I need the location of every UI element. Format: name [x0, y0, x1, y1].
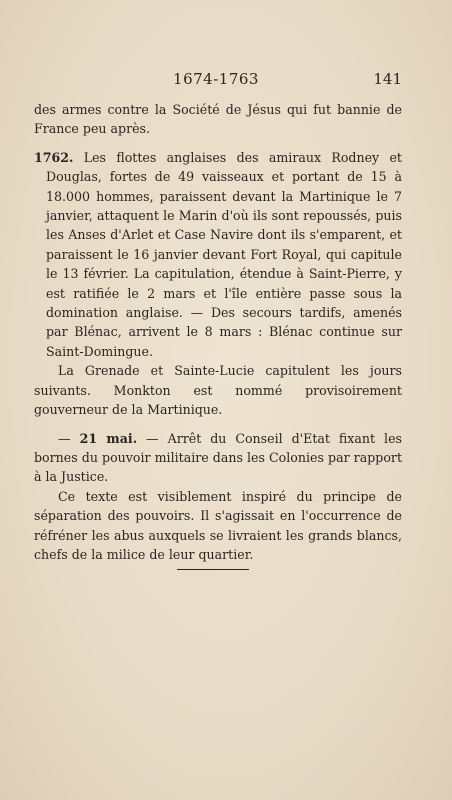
paragraph-1762: [34, 148, 402, 361]
page-body: [34, 100, 402, 564]
running-title: 1674-1763: [173, 70, 259, 88]
paragraph-continuation: des armes contre la Société de Jésus qui fut bannie de France peu après.: [34, 102, 402, 137]
paragraph-commentary: Ce texte est visiblement inspiré du principe de séparation des pouvoirs. Il s'agissait en l'occurrence de réfréner les abus auxquels se livraient les grands blancs, chefs de la milice de leur quartier.: [34, 488, 402, 562]
paragraph-21-mai: [34, 429, 402, 487]
paragraph-1762-text: Les flottes anglaises des amiraux Rodney et Douglas, fortes de 49 vaisseaux et portant de 15 à 18.000 hommes, paraissent devant la Martinique le 7 janvier, attaquent le Marin d'où ils sont repoussés, puis les Anses d'Arlet et Case Navire dont ils s'emparent, et paraissent le 16 janvier devant Fort Royal, qui capitule le 13 février. La capitulation, étendue à Saint-Pierre, y est ratifiée le 2 mars et l'île entière passe sous la domination anglaise. — Des secours tardifs, amenés par Blénac, arrivent le 8 mars : Blénac continue sur Saint-Domingue.: [46, 149, 402, 359]
dash-lead: —: [58, 430, 80, 446]
year-label: 1762.: [34, 149, 74, 165]
running-header: [30, 70, 402, 90]
section-end-rule: [177, 569, 249, 570]
paragraph-grenade: La Grenade et Sainte-Lucie capitulent les jours suivants. Monkton est nommé provisoirement gouverneur de la Martinique.: [34, 363, 402, 418]
page-number: 141: [373, 70, 402, 88]
paragraph-21-mai-text: — Arrêt du Conseil d'Etat fixant les bornes du pouvoir militaire dans les Colonies par rapport à la Justice.: [34, 430, 402, 485]
date-label: 21 mai.: [79, 430, 138, 446]
